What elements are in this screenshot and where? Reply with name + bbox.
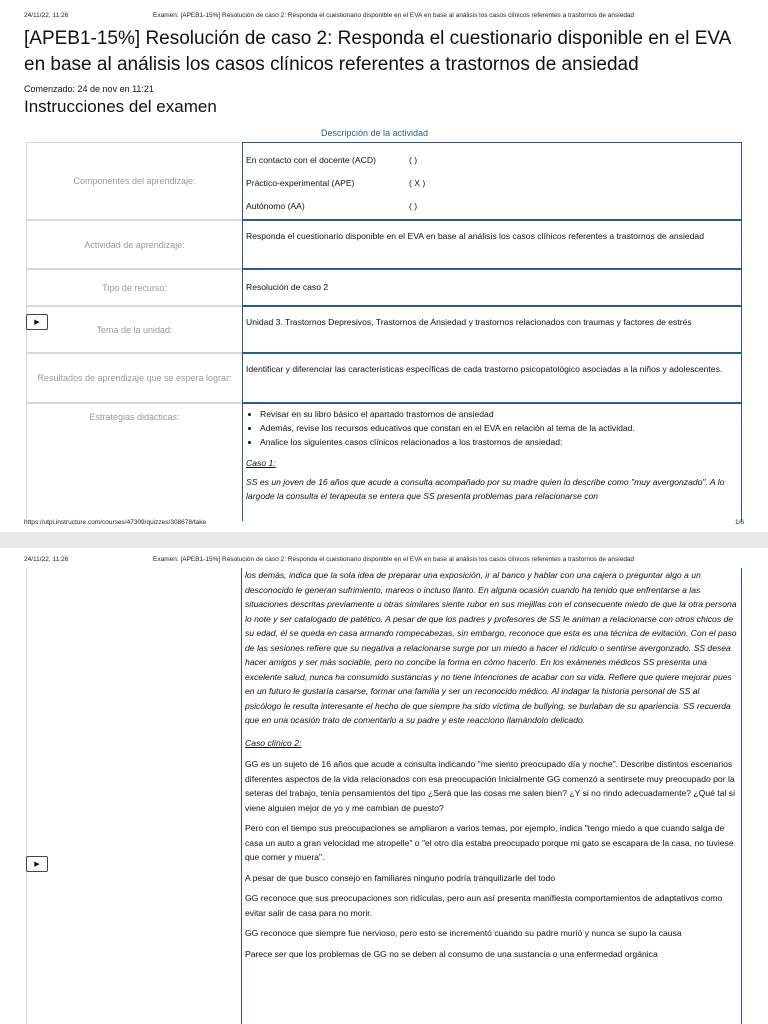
results-cell <box>242 353 742 403</box>
activity-value: Responda el cuestionario disponible en el EVA en base al análisis los casos clínicos referentes a trastornos de ansiedad <box>246 231 704 241</box>
case2-paragraph: Pero con el tiempo sus preocupaciones se ampliaron a varios temas, por ejemplo, indica "tengo miedo a que cuando salga de casa un auto a gran velocidad me atropelle" o "el otro día estaba preocupado porque mi gato se escapara de la casa, no tuviese que comer y muera". <box>245 823 734 862</box>
component-name: En contacto con el docente (ACD) <box>246 154 376 165</box>
strategies-list <box>246 407 738 449</box>
strategies-cell-continued <box>241 568 742 1024</box>
case2-title: Caso clínico 2: <box>245 737 302 748</box>
components-label: Componentes del aprendizaje: <box>26 142 242 220</box>
component-mark: ( ) <box>409 200 418 211</box>
results-label: Resultados de aprendizaje que se espera lograr: <box>26 353 242 403</box>
case2-paragraph: GG es un sujeto de 16 años que acude a consulta indicando "me siento preocupado día y noche". Describe distintos escenarios diferentes aspectos de la vida relacionados con esa preocupación Inicialmente GG comenzó a sentirsete muy preocupado por la seteras del trabajo, tenía pensamientos del tipo ¿Será que las cosas me salen bien? ¿Y si no rindo adecuadamente? ¿Qué tal si viene alguien mejor de yo y me cambian de puesto? <box>245 759 735 813</box>
activity-description-heading: Descripción de la actividad <box>321 128 429 138</box>
components-cell <box>242 142 742 220</box>
resource-cell <box>242 269 742 306</box>
component-mark: ( ) <box>409 154 418 165</box>
case1-text-continued: los demás, indica que la sola idea de preparar una exposición, ir al banco y hablar con una cajera o preguntar algo a un desconocido le generan sufrimiento, mareos o incluso llanto. En alguna ocasión cuando ha tenido que enfrentarse a las situaciones descritas previamente u otras similares siente rubor en sus mejillas con el consecuente miedo de que la otra persona lo note y ser catalogado de patético. A pesar de que los padres y profesores de SS le animan a relacionarse con otros chicos de su edad, él se queda en casa armando rompecabezas, sin embargo, reconoce que esta es una técnica de evitación. Con el paso de las sesiones refiere que su negativa a relacionarse surge por un miedo a hacer el ridículo o sentirse avergonzado. SS desea hacer amigos y ser más sociable, pero no concibe la forma en cómo hacerlo. En los exámenes médicos SS presenta una excelente salud, nunca ha consumido sustancias y no tiene intenciones de acabar con su vida. Refiere que quiere mejorar pues en un futuro le gustaría casarse, formar una familia y ser un reconocido médico. Al indagar la historia personal de SS al psicólogo le resulta interesante el hecho de que siempre ha sido víctima de bullying, se burlaban de su apariencia. SS recuerda que en una ocasión trato de comentarlo a su padre y este reacciono llamándolo delicado. <box>245 570 737 725</box>
component-row <box>246 148 738 171</box>
component-mark: ( X ) <box>409 177 426 188</box>
instructions-heading: Instrucciones del examen <box>24 97 217 116</box>
activity-cell <box>242 220 742 269</box>
play-icon[interactable]: ▶ <box>26 856 48 872</box>
exam-title: [APEB1-15%] Resolución de caso 2: Responda el cuestionario disponible en el EVA en base al análisis los casos clínicos referentes a trastornos de ansiedad <box>24 28 731 75</box>
list-item: • Analice los siguientes casos clínicos relacionados a los trastornos de ansiedad: <box>260 435 738 449</box>
footer-url: https://utpl.instructure.com/courses/47309/quizzes/308678/take <box>24 519 207 526</box>
component-row <box>246 194 738 217</box>
list-item: • Además, revise los recursos educativos que constan en el EVA en relación al tema de la actividad. <box>260 421 738 435</box>
unit-label: Tema de la unidad: <box>26 306 242 353</box>
list-item: • Revisar en su libro básico el apartado trastornos de ansiedad <box>260 407 738 421</box>
header-title: Examen: [APEB1-15%] Resolución de caso 2: Responda el cuestionario disponible en el EVA en base al análisis los casos clínicos referentes a trastornos de ansiedad <box>153 12 635 19</box>
case1-text: SS es un joven de 16 años que acude a consulta acompañado por su madre quien lo describe como "muy avergonzado". A lo largode la consulta el terapeuta se entera que SS presenta problemas para relacionarse con <box>246 477 725 501</box>
resource-label: Tipo de recurso: <box>26 269 242 306</box>
play-icon[interactable]: ▶ <box>26 314 48 330</box>
case1-title: Caso 1: <box>246 458 276 468</box>
case2-paragraph: A pesar de que busco consejo en familiares ninguno podría tranquilizarle del todo <box>245 872 556 883</box>
header-date: 24/11/22, 11:26 <box>24 556 69 563</box>
results-value: Identificar y diferenciar las características específicas de cada trastorno psicopatológico asociadas a la niños y adolescentes. <box>246 364 723 374</box>
case2-paragraph: Parece ser que los problemas de GG no se deben al consumo de una sustancia o una enfermedad orgánica <box>245 948 658 959</box>
unit-cell <box>242 306 742 353</box>
case2-paragraph: GG reconoce que siempre fue nervioso, pero esto se incrementó cuando su padre murió y nunca se supo la causa <box>245 928 682 938</box>
strategies-label: Estrategias didácticas: <box>26 403 242 521</box>
activity-label: Actividad de aprendizaje: <box>26 220 242 269</box>
footer-page-number: 1/6 <box>734 519 744 526</box>
started-timestamp: Comenzado: 24 de nov en 11:21 <box>24 84 154 94</box>
case2-paragraph: GG reconoce que sus preocupaciones son ridículas, pero aun así presenta manifiesta comportamientos de adaptativos como evitar salir de casa para no morir. <box>245 893 723 918</box>
unit-value: Unidad 3. Trastornos Depresivos, Trastornos de Ansiedad y trastornos relacionados con traumas y factores de estrés <box>246 317 692 327</box>
strategies-cell <box>242 403 742 521</box>
header-date: 24/11/22, 11:26 <box>24 12 69 19</box>
resource-value: Resolución de caso 2 <box>246 282 329 292</box>
component-row <box>246 171 738 194</box>
page-separator <box>0 532 768 548</box>
component-name: Práctico-experimental (APE) <box>246 177 355 188</box>
component-name: Autónomo (AA) <box>246 200 305 211</box>
strategies-label-continued <box>26 568 241 1024</box>
header-title: Examen: [APEB1-15%] Resolución de caso 2: Responda el cuestionario disponible en el EVA en base al análisis los casos clínicos referentes a trastornos de ansiedad <box>153 556 635 563</box>
